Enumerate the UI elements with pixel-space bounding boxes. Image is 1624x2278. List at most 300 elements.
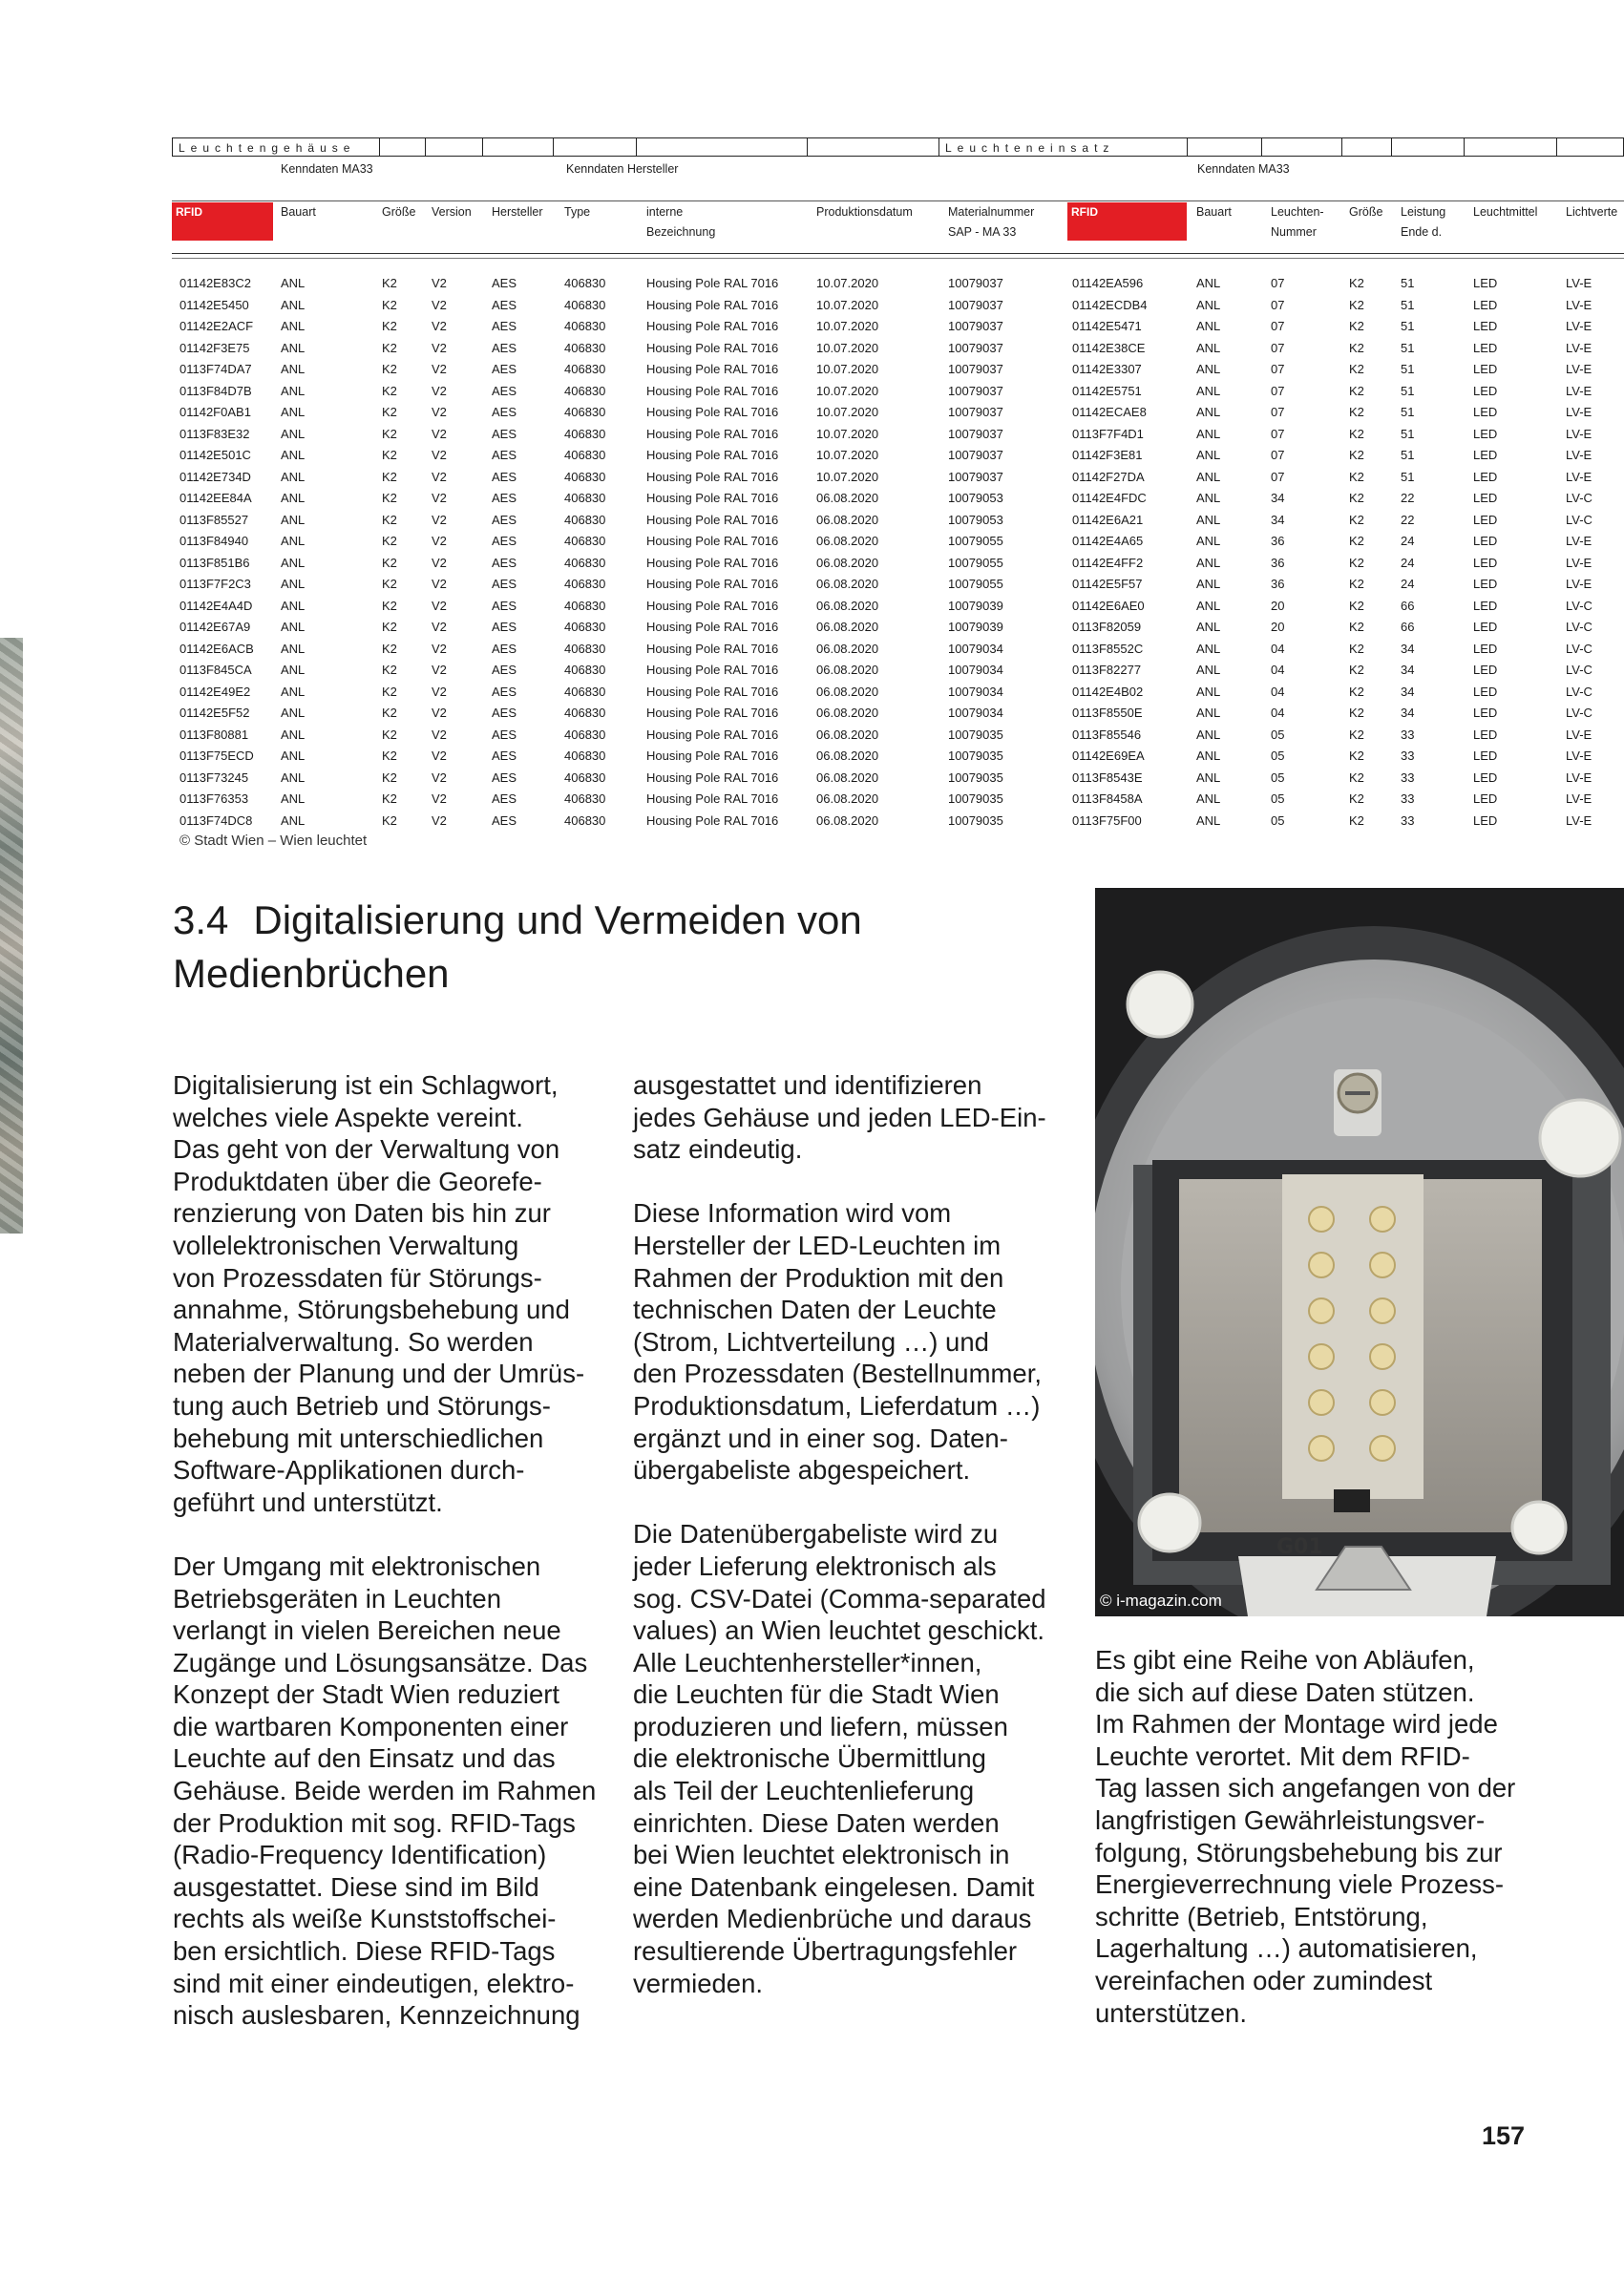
table-cell: ANL <box>1196 426 1221 441</box>
table-cell: 07 <box>1271 297 1285 312</box>
table-cell: ANL <box>281 426 306 441</box>
table-cell: ANL <box>1196 641 1221 656</box>
table-cell: ANL <box>281 641 306 656</box>
table-cell: 10.07.2020 <box>816 405 879 419</box>
table-cell: 01142E4FDC <box>1072 491 1147 505</box>
table-group-header <box>172 137 1624 158</box>
table-cell: ANL <box>281 297 306 312</box>
table-cell: 406830 <box>564 405 606 419</box>
table-cell: 36 <box>1271 534 1285 548</box>
table-cell: 06.08.2020 <box>816 534 879 548</box>
divider <box>172 200 1624 201</box>
table-cell: K2 <box>1349 383 1364 398</box>
paragraph: Die Datenübergabeliste wird zu jeder Lieferung elektronisch als sog. CSV-Datei (Comma-separated values) an Wien leuchtet geschickt. Alle Leuchtenhersteller*innen, die Leuchten für die Stadt Wien produzieren und liefern, müssen die elektronische Übermittlung als Teil der Leuchtenlieferung einrichten. Diese Daten werden bei Wien leuchtet elektronisch in eine Datenbank eingelesen. Damit werden Medienbrüche und daraus resultierende Übertragungsfehler vermieden. <box>633 1519 1046 1998</box>
divider <box>172 253 1624 254</box>
col-header-hersteller: Hersteller <box>492 205 543 219</box>
table-cell: K2 <box>382 577 397 591</box>
table-cell: 34 <box>1401 706 1415 720</box>
table-cell: 10079055 <box>948 555 1003 570</box>
table-cell: V2 <box>432 491 447 505</box>
table-cell: LV-E <box>1566 791 1592 806</box>
table-cell: V2 <box>432 598 447 613</box>
group-cell-einsatz <box>939 137 1187 157</box>
paragraph: Digitalisierung ist ein Schlagwort, welches viele Aspekte vereint. Das geht von der Verwaltung von Produktdaten über die Georefe- renzierung von Daten bis hin zur vollelektronischen Verwaltung von Prozessdaten für Störungs- annahme, Störungsbehebung und Materialverwaltung. So werden neben der Planung und der Umrüs- tung auch Betrieb und Störungs- behebung mit unterschiedlichen Software-Applikationen durch- geführt und unterstützt. <box>173 1070 585 1517</box>
table-cell: AES <box>492 706 517 720</box>
table-cell: 10079037 <box>948 362 1003 376</box>
table-cell: LED <box>1473 598 1498 613</box>
table-cell: K2 <box>382 727 397 742</box>
table-cell: Housing Pole RAL 7016 <box>646 577 779 591</box>
table-cell: 0113F7F2C3 <box>179 577 251 591</box>
table-cell: ANL <box>281 469 306 484</box>
table-cell: Housing Pole RAL 7016 <box>646 491 779 505</box>
table-cell: AES <box>492 770 517 785</box>
table-cell: K2 <box>1349 448 1364 462</box>
col-header-leuchtennummer: Leuchten- Nummer <box>1271 205 1324 239</box>
group-cell <box>425 137 482 157</box>
table-cell: 0113F82277 <box>1072 663 1142 677</box>
table-cell: LED <box>1473 770 1498 785</box>
table-cell: AES <box>492 512 517 527</box>
table-cell: ANL <box>1196 749 1221 763</box>
table-cell: 10079053 <box>948 491 1003 505</box>
table-cell: Housing Pole RAL 7016 <box>646 383 779 398</box>
table-cell: K2 <box>1349 362 1364 376</box>
table-cell: 51 <box>1401 276 1415 290</box>
table-cell: 05 <box>1271 791 1285 806</box>
group-cell <box>807 137 939 157</box>
table-cell: 01142E4FF2 <box>1072 555 1144 570</box>
table-cell: K2 <box>382 405 397 419</box>
table-cell: K2 <box>382 598 397 613</box>
table-cell: K2 <box>1349 598 1364 613</box>
table-cell: ANL <box>281 770 306 785</box>
table-row <box>172 682 1624 704</box>
table-cell: ANL <box>281 706 306 720</box>
table-cell: 04 <box>1271 684 1285 699</box>
table-row <box>172 510 1624 532</box>
sub-header-ma33-left: Kenndaten MA33 <box>281 162 373 176</box>
group-title-gehaeuse: Leuchtengehäuse <box>179 141 356 155</box>
table-cell: 406830 <box>564 534 606 548</box>
table-cell: Housing Pole RAL 7016 <box>646 405 779 419</box>
table-row <box>172 725 1624 747</box>
table-cell: LV-C <box>1566 706 1592 720</box>
table-cell: AES <box>492 641 517 656</box>
table-cell: LED <box>1473 749 1498 763</box>
section-number: 3.4 <box>173 897 229 942</box>
table-cell: 406830 <box>564 512 606 527</box>
table-cell: 51 <box>1401 405 1415 419</box>
table-cell: 06.08.2020 <box>816 641 879 656</box>
table-cell: 33 <box>1401 770 1415 785</box>
table-cell: 05 <box>1271 812 1285 828</box>
table-cell: K2 <box>1349 491 1364 505</box>
group-cell-gehaeuse <box>172 137 379 157</box>
table-cell: ANL <box>281 512 306 527</box>
table-cell: 07 <box>1271 362 1285 376</box>
table-cell: LV-E <box>1566 770 1592 785</box>
table-cell: V2 <box>432 512 447 527</box>
table-cell: 36 <box>1271 555 1285 570</box>
table-cell: AES <box>492 469 517 484</box>
table-cell: ANL <box>1196 276 1221 290</box>
table-cell: 06.08.2020 <box>816 663 879 677</box>
table-cell: 406830 <box>564 340 606 355</box>
group-cell <box>1556 137 1624 157</box>
table-cell: AES <box>492 276 517 290</box>
table-cell: 06.08.2020 <box>816 512 879 527</box>
table-row <box>172 295 1624 317</box>
table-cell: AES <box>492 663 517 677</box>
table-row <box>172 316 1624 338</box>
table-cell: V2 <box>432 706 447 720</box>
table-cell: ANL <box>281 620 306 634</box>
table-cell: 33 <box>1401 791 1415 806</box>
table-cell: K2 <box>1349 534 1364 548</box>
table-cell: K2 <box>1349 577 1364 591</box>
table-cell: V2 <box>432 448 447 462</box>
table-cell: 0113F82059 <box>1072 620 1142 634</box>
table-cell: 01142E4A65 <box>1072 534 1144 548</box>
table-cell: LV-C <box>1566 512 1592 527</box>
table-cell: 10079037 <box>948 448 1003 462</box>
table-cell: K2 <box>1349 319 1364 333</box>
table-cell: 0113F8458A <box>1072 791 1143 806</box>
table-cell: ANL <box>1196 684 1221 699</box>
table-cell: 51 <box>1401 426 1415 441</box>
table-cell: 05 <box>1271 727 1285 742</box>
table-cell: K2 <box>1349 297 1364 312</box>
table-cell: 05 <box>1271 770 1285 785</box>
table-cell: K2 <box>1349 405 1364 419</box>
table-cell: 406830 <box>564 620 606 634</box>
table-column-headers <box>172 202 1624 244</box>
table-cell: V2 <box>432 684 447 699</box>
table-cell: 10.07.2020 <box>816 276 879 290</box>
table-body <box>172 273 1624 832</box>
table-cell: V2 <box>432 791 447 806</box>
table-cell: 06.08.2020 <box>816 749 879 763</box>
table-cell: 10079037 <box>948 383 1003 398</box>
table-cell: 10.07.2020 <box>816 340 879 355</box>
table-cell: 06.08.2020 <box>816 620 879 634</box>
table-cell: LED <box>1473 426 1498 441</box>
table-cell: 406830 <box>564 448 606 462</box>
table-cell: 01142EA596 <box>1072 276 1144 290</box>
table-cell: ANL <box>1196 577 1221 591</box>
table-row <box>172 703 1624 725</box>
table-cell: 01142F0AB1 <box>179 405 251 419</box>
table-cell: 06.08.2020 <box>816 577 879 591</box>
table-cell: K2 <box>382 620 397 634</box>
table-cell: 10079037 <box>948 319 1003 333</box>
table-cell: 0113F74DC8 <box>179 812 253 828</box>
table-cell: K2 <box>382 491 397 505</box>
table-cell: 01142F3E81 <box>1072 448 1143 462</box>
table-cell: 01142E5450 <box>179 297 249 312</box>
table-cell: AES <box>492 362 517 376</box>
table-cell: K2 <box>382 297 397 312</box>
table-cell: 0113F85546 <box>1072 727 1142 742</box>
col-header-interne: interne Bezeichnung <box>646 205 716 239</box>
table-cell: ANL <box>281 340 306 355</box>
table-cell: 06.08.2020 <box>816 491 879 505</box>
table-cell: K2 <box>382 791 397 806</box>
table-cell: 66 <box>1401 598 1415 613</box>
table-cell: 10079035 <box>948 770 1003 785</box>
table-cell: Housing Pole RAL 7016 <box>646 770 779 785</box>
table-cell: K2 <box>1349 727 1364 742</box>
table-row <box>172 402 1624 424</box>
table-cell: ANL <box>1196 362 1221 376</box>
table-cell: V2 <box>432 276 447 290</box>
table-cell: 34 <box>1271 512 1285 527</box>
table-cell: LED <box>1473 577 1498 591</box>
table-cell: ANL <box>1196 706 1221 720</box>
table-cell: 406830 <box>564 706 606 720</box>
table-cell: 01142E5751 <box>1072 383 1142 398</box>
table-cell: 01142F27DA <box>1072 469 1145 484</box>
table-cell: V2 <box>432 534 447 548</box>
table-cell: V2 <box>432 340 447 355</box>
table-cell: 07 <box>1271 319 1285 333</box>
table-cell: AES <box>492 598 517 613</box>
group-cell <box>1341 137 1391 157</box>
table-cell: AES <box>492 684 517 699</box>
table-cell: 06.08.2020 <box>816 812 879 828</box>
table-cell: 0113F8550E <box>1072 706 1143 720</box>
table-cell: 406830 <box>564 791 606 806</box>
table-cell: 406830 <box>564 684 606 699</box>
table-cell: ANL <box>281 448 306 462</box>
aerial-photo-edge <box>0 638 23 1234</box>
table-cell: 04 <box>1271 706 1285 720</box>
rfid-tag-disc <box>1139 1494 1200 1551</box>
table-cell: 51 <box>1401 469 1415 484</box>
table-cell: LED <box>1473 555 1498 570</box>
table-cell: V2 <box>432 555 447 570</box>
table-cell: LED <box>1473 448 1498 462</box>
table-cell: 33 <box>1401 749 1415 763</box>
table-cell: ANL <box>281 362 306 376</box>
table-cell: LV-E <box>1566 276 1592 290</box>
col-header-type: Type <box>564 205 591 219</box>
table-cell: LED <box>1473 297 1498 312</box>
col-header-materialnummer: Materialnummer SAP - MA 33 <box>948 205 1035 239</box>
table-cell: V2 <box>432 469 447 484</box>
col-header-bauart: Bauart <box>281 205 316 219</box>
table-cell: K2 <box>382 534 397 548</box>
col-header-rfid-einsatz: RFID <box>1067 202 1187 241</box>
table-cell: 406830 <box>564 362 606 376</box>
table-cell: AES <box>492 812 517 828</box>
text-column-middle <box>633 1069 1072 2032</box>
table-cell: AES <box>492 340 517 355</box>
table-cell: 406830 <box>564 319 606 333</box>
table-cell: LED <box>1473 276 1498 290</box>
table-row <box>172 617 1624 639</box>
table-row <box>172 359 1624 381</box>
table-cell: 10079035 <box>948 727 1003 742</box>
text-column-left <box>173 1069 612 2063</box>
table-cell: K2 <box>382 469 397 484</box>
table-cell: 10079055 <box>948 577 1003 591</box>
table-cell: 01142E6AE0 <box>1072 598 1145 613</box>
table-cell: 06.08.2020 <box>816 684 879 699</box>
table-cell: 406830 <box>564 383 606 398</box>
table-cell: 07 <box>1271 469 1285 484</box>
table-cell: 406830 <box>564 598 606 613</box>
table-cell: 406830 <box>564 641 606 656</box>
table-cell: LV-C <box>1566 491 1592 505</box>
table-cell: 20 <box>1271 598 1285 613</box>
table-cell: 406830 <box>564 555 606 570</box>
table-cell: K2 <box>1349 770 1364 785</box>
table-cell: K2 <box>382 362 397 376</box>
table-cell: ANL <box>1196 555 1221 570</box>
table-cell: Housing Pole RAL 7016 <box>646 641 779 656</box>
col-header-leuchtmittel: Leuchtmittel <box>1473 205 1538 219</box>
table-cell: 06.08.2020 <box>816 555 879 570</box>
table-cell: LV-E <box>1566 297 1592 312</box>
table-cell: K2 <box>382 684 397 699</box>
table-cell: 01142ECAE8 <box>1072 405 1147 419</box>
table-cell: 34 <box>1401 663 1415 677</box>
table-cell: 01142E734D <box>179 469 251 484</box>
table-cell: ANL <box>1196 663 1221 677</box>
table-cell: AES <box>492 405 517 419</box>
photo-plate-label: G01 <box>1276 1535 1323 1559</box>
table-cell: LED <box>1473 491 1498 505</box>
table-cell: LED <box>1473 383 1498 398</box>
table-cell: 0113F851B6 <box>179 555 250 570</box>
text-column-right <box>1095 1644 1534 2061</box>
table-row <box>172 639 1624 661</box>
table-cell: Housing Pole RAL 7016 <box>646 749 779 763</box>
table-cell: V2 <box>432 297 447 312</box>
table-cell: LV-E <box>1566 319 1592 333</box>
table-cell: LV-E <box>1566 534 1592 548</box>
table-cell: LED <box>1473 727 1498 742</box>
table-cell: LV-E <box>1566 749 1592 763</box>
table-cell: V2 <box>432 383 447 398</box>
table-cell: 33 <box>1401 727 1415 742</box>
rfid-tag-disc <box>1540 1100 1620 1176</box>
table-cell: Housing Pole RAL 7016 <box>646 598 779 613</box>
table-cell: Housing Pole RAL 7016 <box>646 362 779 376</box>
rfid-data-table <box>172 137 1624 828</box>
table-row <box>172 338 1624 360</box>
table-cell: 406830 <box>564 491 606 505</box>
table-cell: LED <box>1473 340 1498 355</box>
table-cell: 06.08.2020 <box>816 727 879 742</box>
table-cell: K2 <box>1349 812 1364 828</box>
section-title-line1: Digitalisierung und Vermeiden von <box>253 897 862 942</box>
table-cell: LED <box>1473 319 1498 333</box>
table-cell: AES <box>492 491 517 505</box>
table-cell: ANL <box>281 491 306 505</box>
divider <box>172 258 1624 259</box>
table-cell: ANL <box>281 684 306 699</box>
table-cell: 24 <box>1401 534 1415 548</box>
table-row <box>172 746 1624 768</box>
table-cell: 406830 <box>564 577 606 591</box>
table-row <box>172 445 1624 467</box>
table-cell: LED <box>1473 641 1498 656</box>
table-cell: Housing Pole RAL 7016 <box>646 555 779 570</box>
paragraph: Der Umgang mit elektronischen Betriebsgeräten in Leuchten verlangt in vielen Bereichen neue Zugänge und Lösungsansätze. Das Konzept der Stadt Wien reduziert die wartbaren Komponenten einer Leuchte auf den Einsatz und das Gehäuse. Beide werden im Rahmen der Produktion mit sog. RFID-Tags (Radio-Frequency Identification) ausgestattet. Diese sind im Bild rechts als weiße Kunststoffschei- ben ersichtlich. Diese RFID-Tags sind mit einer eindeutigen, elektro- nisch auslesbaren, Kennzeichnung <box>173 1550 597 2031</box>
table-cell: LV-E <box>1566 555 1592 570</box>
table-cell: AES <box>492 727 517 742</box>
table-cell: LED <box>1473 663 1498 677</box>
table-cell: LV-E <box>1566 812 1592 828</box>
table-cell: ANL <box>281 663 306 677</box>
table-cell: LV-E <box>1566 727 1592 742</box>
table-cell: AES <box>492 448 517 462</box>
table-credit: © Stadt Wien – Wien leuchtet <box>179 833 368 849</box>
table-cell: K2 <box>382 276 397 290</box>
paragraph: ausgestattet und identifizieren jedes Gehäuse und jeden LED-Ein- satz eindeutig. <box>633 1070 1046 1165</box>
table-cell: LV-E <box>1566 426 1592 441</box>
table-cell: 01142E38CE <box>1072 340 1146 355</box>
table-cell: V2 <box>432 426 447 441</box>
table-cell: Housing Pole RAL 7016 <box>646 534 779 548</box>
table-cell: 34 <box>1271 491 1285 505</box>
table-cell: 05 <box>1271 749 1285 763</box>
table-cell: AES <box>492 791 517 806</box>
table-cell: LED <box>1473 534 1498 548</box>
table-cell: LED <box>1473 706 1498 720</box>
table-cell: 406830 <box>564 770 606 785</box>
table-cell: LED <box>1473 620 1498 634</box>
group-cell <box>1261 137 1341 157</box>
table-row <box>172 467 1624 489</box>
table-cell: ANL <box>1196 469 1221 484</box>
table-cell: 0113F845CA <box>179 663 252 677</box>
group-cell <box>1464 137 1556 157</box>
table-cell: LED <box>1473 405 1498 419</box>
table-cell: V2 <box>432 641 447 656</box>
section-heading <box>173 894 1032 1001</box>
col-header-bauart-einsatz: Bauart <box>1196 205 1232 219</box>
table-cell: K2 <box>1349 276 1364 290</box>
table-cell: 10079037 <box>948 297 1003 312</box>
table-cell: Housing Pole RAL 7016 <box>646 706 779 720</box>
table-cell: LED <box>1473 684 1498 699</box>
table-cell: 406830 <box>564 297 606 312</box>
table-cell: 20 <box>1271 620 1285 634</box>
table-cell: 01142E2ACF <box>179 319 254 333</box>
table-cell: 10079039 <box>948 598 1003 613</box>
table-cell: ANL <box>1196 512 1221 527</box>
table-cell: 01142E4B02 <box>1072 684 1144 699</box>
table-cell: ANL <box>1196 727 1221 742</box>
led-module-photo <box>1095 888 1624 1616</box>
table-cell: LV-E <box>1566 448 1592 462</box>
table-cell: 01142E4A4D <box>179 598 253 613</box>
table-cell: V2 <box>432 577 447 591</box>
table-cell: 24 <box>1401 555 1415 570</box>
table-cell: V2 <box>432 770 447 785</box>
col-header-groesse: Größe <box>382 205 416 219</box>
table-cell: K2 <box>382 770 397 785</box>
table-cell: AES <box>492 577 517 591</box>
table-cell: ANL <box>1196 791 1221 806</box>
table-cell: 01142F3E75 <box>179 340 250 355</box>
table-cell: 406830 <box>564 812 606 828</box>
table-cell: 66 <box>1401 620 1415 634</box>
